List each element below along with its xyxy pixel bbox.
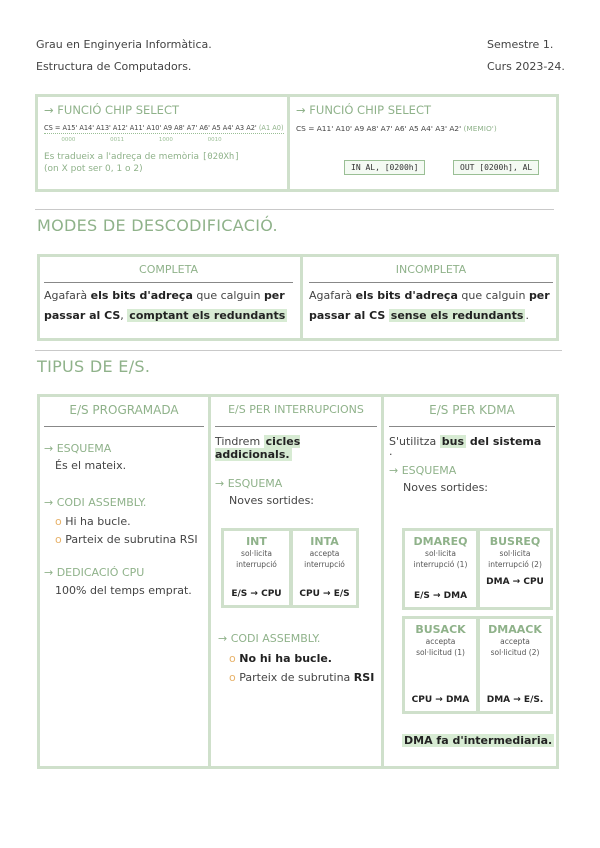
group-label: 0000: [61, 137, 76, 143]
signal-desc: sol·licitud (1): [416, 648, 465, 657]
text-bold: per passar al CS: [44, 289, 285, 322]
programmed-asm-item: o Hi ha bucle.: [55, 515, 131, 528]
signal-name: DMAACK: [488, 623, 542, 636]
chip-select-right-formula: [296, 124, 554, 133]
mode-complete-text: [44, 286, 297, 326]
semester: Semestre 1.: [487, 38, 554, 51]
note-suffix: (on X pot ser 0, 1 o 2): [44, 164, 143, 174]
chip-select-right-title: → FUNCIÓ CHIP SELECT: [296, 103, 432, 117]
text-part: que calguin: [192, 289, 264, 302]
programmed-schema-text: És el mateix.: [55, 459, 127, 472]
signal-flow: DMA → E/S.: [486, 695, 544, 705]
formula-groups: [44, 137, 239, 143]
course-name: Estructura de Computadors.: [36, 60, 192, 73]
intro-highlight: cicles addicionals.: [215, 435, 301, 461]
signal-desc: sol·licita: [241, 549, 272, 558]
mode-complete-heading: COMPLETA: [44, 263, 293, 283]
header-right: [487, 34, 565, 78]
signal-name: INTA: [310, 535, 339, 548]
text-part: Agafarà: [309, 289, 356, 302]
formula-text: CS = A11' A10' A9 A8' A7' A6' A5 A4' A3' A2': [296, 124, 462, 133]
io-divider-1: [208, 394, 211, 769]
io-title: TIPUS DE E/S.: [37, 357, 151, 376]
mode-incomplete: [309, 263, 553, 326]
signal-desc: accepta: [309, 549, 340, 558]
signal-desc: sol·licita: [425, 549, 456, 558]
chip-select-left-formula: [44, 124, 284, 134]
text-bold: els bits d'adreça: [90, 289, 193, 302]
programmed-dedication-text: 100% del temps emprat.: [55, 584, 192, 597]
kdma-schema-label: → ESQUEMA: [389, 464, 457, 477]
signal-inta: [290, 528, 359, 608]
text-highlight: sense els redundants: [390, 309, 524, 322]
io-kdma-heading: E/S PER KDMA: [389, 403, 555, 427]
signal-dmareq: [402, 528, 479, 610]
signal-flow: E/S → CPU: [231, 589, 282, 599]
formula-text: CS = A15' A14' A13' A12' A11' A10' A9 A8' A7' A6' A5 A4' A3 A2': [44, 124, 257, 132]
signal-busreq: [477, 528, 553, 610]
signal-desc: sol·licitud (2): [490, 648, 540, 657]
programmed-dedication-label: → DEDICACIÓ CPU: [44, 566, 145, 579]
asm-item-text: Parteix de subrutina: [239, 671, 354, 684]
code-out-instruction: OUT [0200h], AL: [453, 160, 539, 175]
interrupts-asm-label: → CODI ASSEMBLY.: [218, 632, 321, 645]
signal-desc: interrupció: [304, 560, 345, 569]
mode-incomplete-text: [309, 286, 553, 326]
kdma-schema-text: Noves sortides:: [403, 481, 489, 494]
io-programmed-heading: E/S PROGRAMADA: [44, 403, 204, 427]
io-kdma: [389, 403, 555, 494]
io-divider-2: [381, 394, 384, 769]
signal-flow: DMA → CPU: [486, 577, 544, 587]
signal-desc: interrupció (1): [413, 560, 468, 569]
io-interrupts-heading: E/S PER INTERRUPCIONS: [215, 403, 377, 427]
academic-year: Curs 2023-24.: [487, 60, 565, 73]
kdma-footer: [402, 734, 554, 747]
asm-item-bold: RSI: [353, 671, 375, 684]
formula-extra: (MEMIO'): [463, 124, 497, 133]
text-part: Agafarà: [44, 289, 91, 302]
text-bold: per passar al CS: [309, 289, 550, 322]
kdma-intro: [389, 435, 555, 448]
io-programmed: [44, 403, 204, 597]
note-code: [020Xh]: [201, 152, 240, 162]
interrupts-asm-item: o Parteix de subrutina RSI: [229, 671, 375, 684]
kdma-footer-text: DMA fa d'intermediaria.: [404, 734, 553, 747]
programmed-asm-item: o Parteix de subrutina RSI: [55, 533, 198, 546]
asm-item-text: No hi ha bucle.: [239, 652, 332, 665]
intro-text: Tindrem: [215, 435, 264, 448]
modes-title: MODES DE DESCODIFICACIÓ.: [37, 216, 278, 235]
interrupts-asm-item: o No hi ha bucle.: [229, 652, 332, 665]
chip-select-note: [44, 151, 284, 175]
asm-item-text: Hi ha bucle.: [65, 515, 131, 528]
signal-flow: CPU → E/S: [299, 589, 350, 599]
signal-name: BUSACK: [415, 623, 466, 636]
interrupts-schema-label: → ESQUEMA: [215, 477, 283, 490]
text-bold: els bits d'adreça: [355, 289, 458, 302]
signal-busack: [402, 616, 479, 714]
intro-text: S'utilitza: [389, 435, 440, 448]
signal-desc: interrupció: [236, 560, 277, 569]
signal-desc: accepta: [500, 637, 530, 646]
chip-select-left-title: → FUNCIÓ CHIP SELECT: [44, 103, 180, 117]
programmed-schema-label: → ESQUEMA: [44, 442, 112, 455]
chip-select-right: [296, 103, 554, 133]
interrupts-asm: [218, 632, 380, 684]
signal-flow: CPU → DMA: [411, 695, 470, 705]
chip-select-divider: [287, 94, 290, 192]
group-label: 0010: [207, 137, 222, 143]
signal-name: DMAREQ: [413, 535, 468, 548]
mode-complete: [44, 263, 297, 326]
chip-select-left: [44, 103, 284, 175]
text-part: que calguin: [457, 289, 529, 302]
interrupts-schema-text: Noves sortides:: [229, 494, 315, 507]
programmed-asm-label: → CODI ASSEMBLY.: [44, 496, 147, 509]
io-interrupts: [215, 403, 377, 507]
interrupts-intro: [215, 435, 377, 461]
signal-int: [221, 528, 292, 608]
formula-extra: (A1 A0): [258, 124, 284, 132]
signal-desc: accepta: [425, 637, 456, 646]
kdma-dot: .: [389, 445, 393, 458]
text-part: .: [525, 309, 529, 322]
mode-incomplete-heading: INCOMPLETA: [309, 263, 553, 283]
signal-dmaack: [477, 616, 553, 714]
intro-bold: del sistema: [466, 435, 542, 448]
header-left: [36, 34, 212, 78]
signal-desc: interrupció (2): [488, 560, 542, 569]
signal-flow: E/S → DMA: [413, 591, 468, 601]
signal-desc: sol·licita: [499, 549, 531, 558]
code-in-instruction: IN AL, [0200h]: [344, 160, 425, 175]
divider-line: [35, 209, 554, 210]
asm-item-text: Parteix de subrutina RSI: [65, 533, 198, 546]
signal-name: INT: [246, 535, 267, 548]
text-part: ,: [120, 309, 128, 322]
signal-name: BUSREQ: [489, 535, 541, 548]
intro-highlight: bus: [441, 435, 465, 448]
group-label: 1000: [158, 137, 173, 143]
degree-name: Grau en Enginyeria Informàtica.: [36, 38, 212, 51]
group-label: 0011: [110, 137, 125, 143]
text-highlight: comptant els redundants: [129, 309, 286, 322]
divider-line: [35, 350, 562, 351]
note-prefix: Es tradueix a l'adreça de memòria: [44, 152, 202, 162]
modes-divider: [300, 254, 303, 341]
